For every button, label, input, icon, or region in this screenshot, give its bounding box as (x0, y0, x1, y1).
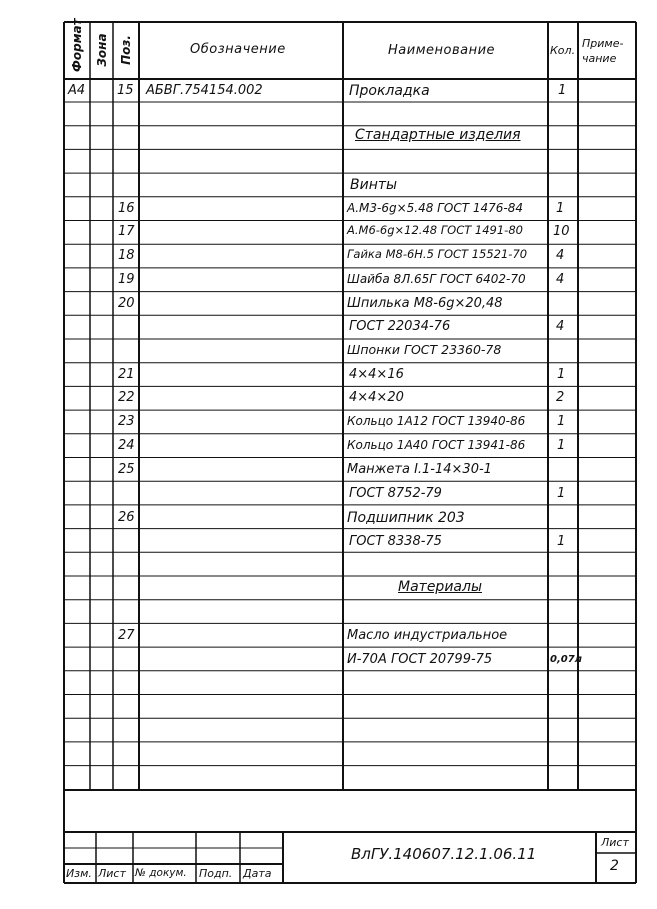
row-24-pos: 24 (118, 438, 135, 453)
row-21-qty: 1 (557, 367, 566, 382)
section-standard-items: Стандартные изделия (355, 127, 521, 143)
header-note-line2: чание (582, 52, 617, 65)
row-22-qty: 2 (556, 390, 565, 405)
row-1-designation: АБВГ.754154.002 (146, 83, 263, 98)
row-22-name: 4×4×20 (349, 390, 404, 405)
header-name: Наименование (388, 43, 496, 58)
row-27-name: Масло индустриальное (347, 628, 508, 643)
row-16-name: А.М3-6g×5.48 ГОСТ 1476-84 (347, 201, 523, 215)
row-26-pos: 26 (118, 510, 135, 525)
row-17-qty: 10 (553, 224, 570, 239)
row-21-pos: 21 (118, 367, 135, 382)
row-26-name: Подшипник 203 (347, 510, 465, 526)
row-25-pos: 25 (118, 462, 135, 477)
row-23-qty: 1 (557, 414, 566, 429)
row-25b-name: ГОСТ 8752-79 (349, 486, 442, 501)
row-20-pos: 20 (118, 296, 135, 311)
tb-col-list: Лист (98, 867, 126, 880)
row-18-qty: 4 (556, 248, 565, 263)
row-keys-name: Шпонки ГОСТ 23360-78 (347, 342, 502, 357)
tb-col-izm: Изм. (66, 867, 92, 880)
row-19-qty: 4 (556, 272, 565, 287)
tb-col-ndokum: № докум. (135, 867, 187, 879)
row-25-name: Манжета I.1-14×30-1 (347, 462, 492, 477)
row-24-name: Кольцо 1А40 ГОСТ 13941-86 (347, 438, 526, 452)
row-1-pos: 15 (117, 83, 134, 98)
row-17-pos: 17 (118, 224, 135, 239)
row-vinty-name: Винты (350, 177, 398, 193)
header-pos: Поз. (119, 35, 133, 65)
header-note-line1: Приме- (582, 37, 624, 50)
row-19-name: Шайба 8Л.65Г ГОСТ 6402-70 (347, 272, 526, 286)
row-24-qty: 1 (557, 438, 566, 453)
row-26b-qty: 1 (557, 534, 566, 549)
header-zone: Зона (95, 33, 109, 67)
header-qty: Кол. (550, 44, 576, 57)
row-1-qty: 1 (558, 83, 567, 98)
row-22-pos: 22 (118, 390, 135, 405)
row-26b-name: ГОСТ 8338-75 (349, 534, 442, 549)
row-17-name: А.М6-6g×12.48 ГОСТ 1491-80 (347, 223, 523, 237)
row-19-pos: 19 (118, 272, 135, 287)
row-18-name: Гайка М8-6Н.5 ГОСТ 15521-70 (347, 247, 528, 261)
row-20-name: Шпилька М8-6g×20,48 (347, 296, 503, 311)
sheet-number: 2 (610, 858, 619, 874)
row-27-pos: 27 (118, 628, 135, 643)
tb-col-podp: Подп. (199, 867, 233, 880)
row-1-format: А4 (68, 83, 86, 98)
header-designation: Обозначение (190, 42, 286, 57)
section-materials: Материалы (398, 579, 482, 595)
row-23-name: Кольцо 1А12 ГОСТ 13940-86 (347, 414, 526, 428)
row-16-qty: 1 (556, 201, 565, 216)
row-20b-name: ГОСТ 22034-76 (349, 319, 451, 334)
sheet-label: Лист (601, 836, 629, 849)
row-23-pos: 23 (118, 414, 135, 429)
tb-col-data: Дата (243, 867, 272, 880)
row-25b-qty: 1 (557, 486, 566, 501)
row-21-name: 4×4×16 (349, 367, 404, 382)
row-18-pos: 18 (118, 248, 135, 263)
row-16-pos: 16 (118, 201, 135, 216)
document-number: ВлГУ.140607.12.1.06.11 (351, 845, 537, 863)
header-format: Формат (70, 18, 84, 72)
row-20b-qty: 4 (556, 319, 565, 334)
row-27b-qty: 0,07л (550, 654, 582, 665)
row-1-name: Прокладка (349, 83, 430, 99)
row-27b-name: И-70А ГОСТ 20799-75 (347, 652, 493, 667)
